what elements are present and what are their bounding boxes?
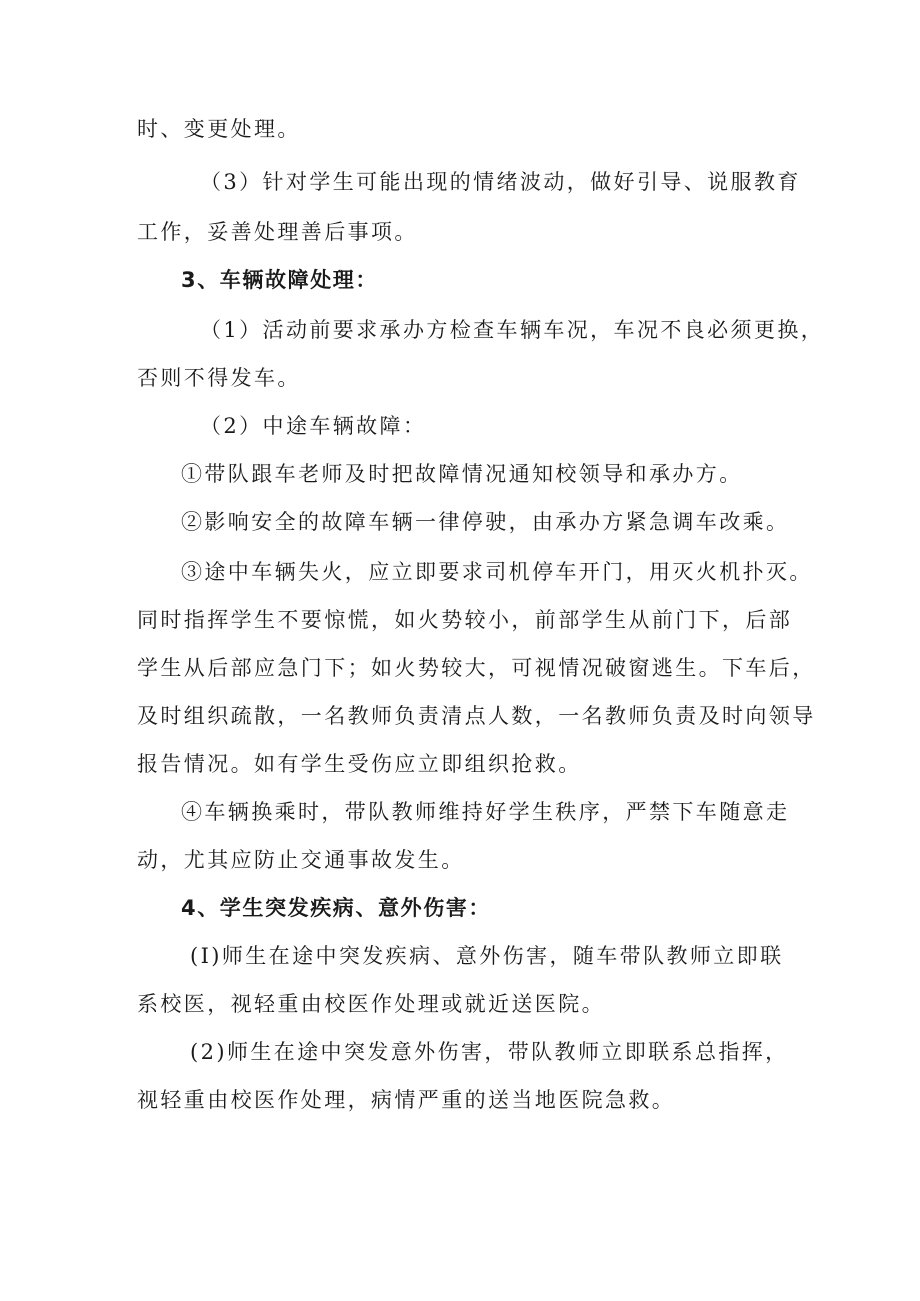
text-line: 时、变更处理。 xyxy=(137,117,301,141)
text-line: 视轻重由校医作处理，病情严重的送当地医院急救。 xyxy=(137,1088,676,1112)
text-line: ③途中车辆失火，应立即要求司机停车开门，用灭火机扑灭。 xyxy=(181,560,813,584)
text-line: 及时组织疏散，一名教师负责清点人数，一名教师负责及时向领导 xyxy=(137,704,816,728)
text-line: (2)师生在途中突发意外伤害，带队教师立即联系总指挥， xyxy=(190,1040,789,1064)
text-line: （3）针对学生可能出现的情绪波动，做好引导、说服教育 xyxy=(200,170,801,194)
text-line: 报告情况。如有学生受伤应立即组织抢救。 xyxy=(137,752,582,776)
text-line: ②影响安全的故障车辆一律停驶，由承办方紧急调车改乘。 xyxy=(181,510,790,534)
text-line: ①带队跟车老师及时把故障情况通知校领导和承办方。 xyxy=(181,462,743,486)
text-line: 否则不得发车。 xyxy=(137,366,301,390)
section-heading: 3、车辆故障处理： xyxy=(181,268,379,292)
text-line: ④车辆换乘时，带队教师维持好学生秩序，严禁下车随意走 xyxy=(181,800,790,824)
text-line: 系校医，视轻重由校医作处理或就近送医院。 xyxy=(137,992,605,1016)
text-line: 同时指挥学生不要惊慌，如火势较小，前部学生从前门下，后部 xyxy=(137,608,793,632)
text-line: （1）活动前要求承办方检查车辆车况，车况不良必须更换， xyxy=(200,318,825,342)
text-line: 工作，妥善处理善后事项。 xyxy=(137,220,418,244)
text-line: 学生从后部应急门下；如火势较大，可视情况破窗逃生。下车后， xyxy=(137,656,816,680)
text-line: （2）中途车辆故障： xyxy=(200,414,427,438)
text-line: 动，尤其应防止交通事故发生。 xyxy=(137,848,465,872)
text-line: (I)师生在途中突发疾病、意外伤害，随车带队教师立即联 xyxy=(190,944,784,968)
section-heading: 4、学生突发疾病、意外伤害： xyxy=(181,896,492,920)
